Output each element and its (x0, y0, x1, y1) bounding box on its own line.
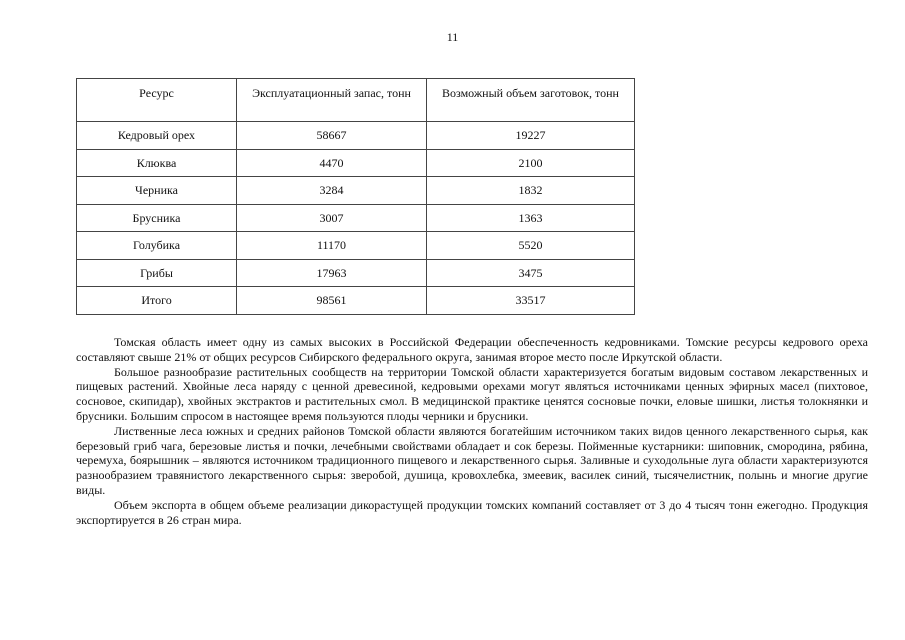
cell-possible-harvest: 3475 (427, 259, 635, 287)
cell-resource: Черника (77, 177, 237, 205)
cell-operational-stock: 98561 (237, 287, 427, 315)
header-resource: Ресурс (77, 79, 237, 122)
cell-resource: Кедровый орех (77, 122, 237, 150)
header-possible-harvest: Возможный объем заготовок, тонн (427, 79, 635, 122)
table-row (77, 259, 635, 287)
paragraph-medicinal-plants: Большое разнообразие растительных сообществ на территории Томской области характеризуется богатым видовым составом лекарственных и пищевых растений. Хвойные леса наряду с ценной древесиной, кедровыми орехами могут являться источниками ценных эфирных масел (пихтовое, сосновое, скипидар), хвойных экстрактов и растительных смол. В медицинской практике ценятся сосновые почки, еловые шишки, листья толокнянки и брусники. Большим спросом в настоящее время пользуются плоды черники и брусники. (76, 364, 868, 423)
body-text (76, 335, 868, 527)
cell-operational-stock: 17963 (237, 259, 427, 287)
table-row (77, 204, 635, 232)
table-row (77, 122, 635, 150)
cell-possible-harvest: 33517 (427, 287, 635, 315)
cell-operational-stock: 58667 (237, 122, 427, 150)
table-row (77, 232, 635, 260)
cell-operational-stock: 4470 (237, 149, 427, 177)
cell-resource: Итого (77, 287, 237, 315)
cell-operational-stock: 3007 (237, 204, 427, 232)
cell-resource: Голубика (77, 232, 237, 260)
table-row (77, 149, 635, 177)
cell-possible-harvest: 5520 (427, 232, 635, 260)
table-row (77, 177, 635, 205)
paragraph-export: Объем экспорта в общем объеме реализации дикорастущей продукции томских компаний составляет от 3 до 4 тысяч тонн ежегодно. Продукция экспортируется в 26 стран мира. (76, 497, 868, 527)
cell-possible-harvest: 2100 (427, 149, 635, 177)
cell-operational-stock: 3284 (237, 177, 427, 205)
paragraph-deciduous-forests: Лиственные леса южных и средних районов Томской области являются богатейшим источником таких видов ценного лекарственного сырья, как березовый гриб чага, березовые листья и почки, лечебными свойствами обладает и сок березы. Пойменные кустарники: шиповник, смородина, рябина, черемуха, боярышник – являются источником традиционного пищевого и лекарственного сырья. Заливные и суходольные луга области характеризуются разнообразием травянистого лекарственного сырья: зверобой, душица, кровохлебка, змеевик, василек синий, тысячелистник, полынь и многие другие виды. (76, 423, 868, 497)
paragraph-cedar-nut: Томская область имеет одну из самых высоких в Российской Федерации обеспеченность кедровниками. Томские ресурсы кедрового ореха составляют свыше 21% от общих ресурсов Сибирского федерального округа, занимая второе место после Иркутской области. (76, 335, 868, 364)
cell-possible-harvest: 19227 (427, 122, 635, 150)
cell-possible-harvest: 1832 (427, 177, 635, 205)
cell-operational-stock: 11170 (237, 232, 427, 260)
cell-resource: Грибы (77, 259, 237, 287)
cell-resource: Клюква (77, 149, 237, 177)
header-operational-stock: Эксплуатационный запас, тонн (237, 79, 427, 122)
cell-possible-harvest: 1363 (427, 204, 635, 232)
table-total-row (77, 287, 635, 315)
cell-resource: Брусника (77, 204, 237, 232)
resources-table (76, 78, 635, 315)
page-number: 11 (446, 30, 459, 44)
table-header-row (77, 79, 635, 122)
